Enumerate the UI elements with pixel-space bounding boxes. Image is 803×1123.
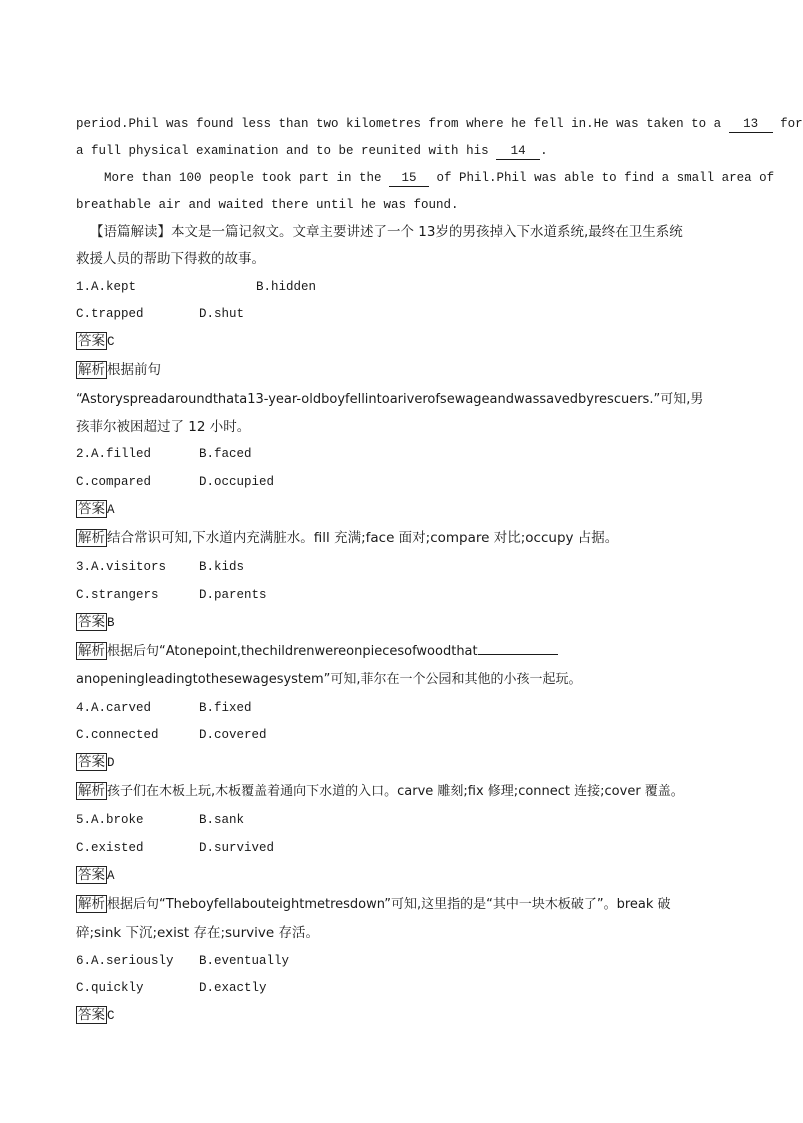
answer-value: D (107, 756, 115, 770)
question-5-options-ab (76, 811, 244, 829)
question-5-analysis-line-1 (76, 895, 671, 914)
question-4-options-ab (76, 699, 252, 717)
question-4-options-cd (76, 726, 267, 744)
option-a: 4.A.carved (76, 701, 152, 715)
question-4-answer (76, 753, 115, 772)
answer-blank (478, 642, 558, 655)
question-3-options-ab (76, 558, 244, 576)
question-6-options-ab (76, 952, 289, 970)
passage-text: of Phil.Phil was able to find a small area of (429, 171, 775, 185)
option-a: 5.A.broke (76, 813, 144, 827)
question-1-answer (76, 332, 115, 351)
question-1-analysis-line-3: 孩菲尔被困超过了 12 小时。 (76, 419, 251, 435)
option-c: C.existed (76, 841, 144, 855)
option-c: C.quickly (76, 981, 144, 995)
answer-label: 答案 (78, 867, 105, 883)
passage-line-4: breathable air and waited there until he was found. (76, 198, 459, 212)
question-5-answer (76, 866, 115, 885)
option-c: C.connected (76, 728, 159, 742)
option-d: D.parents (199, 588, 267, 602)
question-1-analysis-line-1 (76, 361, 161, 379)
passage-text: for (772, 117, 803, 131)
option-d: D.shut (199, 307, 245, 321)
question-4-analysis-line-1 (76, 782, 684, 801)
option-a: 6.A.seriously (76, 954, 174, 968)
passage-text: More than 100 people took part in the (104, 171, 390, 185)
passage-text: period.Phil was found less than two kilometres from where he fell in.He was taken to a (76, 117, 729, 131)
answer-value: A (107, 503, 115, 517)
question-6-answer (76, 1006, 115, 1025)
blank-15: 15 (389, 171, 429, 187)
option-c: C.trapped (76, 307, 144, 321)
question-2-options-ab (76, 445, 252, 463)
passage-line-3 (104, 169, 774, 187)
question-3-options-cd (76, 586, 267, 604)
answer-label: 答案 (78, 501, 105, 517)
analysis-label: 解析 (78, 643, 105, 659)
analysis-text: 根据后句“Atonepoint,thechildrenwereonpiecesofwoodthat (107, 644, 478, 659)
analysis-text: 孩子们在木板上玩,木板覆盖着通向下水道的入口。carve 雕刻;fix 修理;connect 连接;cover 覆盖。 (107, 784, 684, 799)
blank-13: 13 (729, 117, 773, 133)
passage-line-2 (76, 142, 548, 160)
answer-value: A (107, 869, 115, 883)
analysis-text: 根据后句“Theboyfellabouteightmetresdown”可知,这里指的是“其中一块木板破了”。break 破 (107, 897, 671, 912)
passage-text: . (540, 144, 548, 158)
option-b: B.hidden (256, 280, 317, 294)
option-a: 3.A.visitors (76, 560, 167, 574)
analysis-label: 解析 (78, 530, 105, 546)
option-a: 1.A.kept (76, 280, 137, 294)
answer-label: 答案 (78, 1007, 105, 1023)
question-1-options-cd (76, 305, 244, 323)
option-b: B.faced (199, 447, 252, 461)
option-c: C.strangers (76, 588, 159, 602)
answer-label: 答案 (78, 754, 105, 770)
question-5-analysis-line-2: 碎;sink 下沉;exist 存在;survive 存活。 (76, 925, 319, 941)
analysis-text: 结合常识可知,下水道内充满脏水。fill 充满;face 面对;compare 对比;occupy 占据。 (107, 530, 619, 546)
option-c: C.compared (76, 475, 152, 489)
blank-14: 14 (496, 144, 540, 160)
question-2-options-cd (76, 473, 274, 491)
analysis-label: 解析 (78, 896, 105, 912)
reading-interpretation-line-1: 【语篇解读】本文是一篇记叙文。文章主要讲述了一个 13岁的男孩掉入下水道系统,最终在卫生系统 (90, 224, 683, 240)
passage-text: a full physical examination and to be reunited with his (76, 144, 497, 158)
question-1-analysis-line-2: “Astoryspreadaroundthata13-year-oldboyfellintoariverofsewageandwassavedbyrescuers.”可知,男 (76, 392, 704, 407)
option-a: 2.A.filled (76, 447, 152, 461)
question-1-options-ab (76, 278, 316, 296)
option-b: B.kids (199, 560, 245, 574)
question-3-analysis-line-2: anopeningleadingtothesewagesystem”可知,菲尔在一个公园和其他的小孩一起玩。 (76, 672, 582, 687)
answer-label: 答案 (78, 614, 105, 630)
answer-value: B (107, 616, 115, 630)
option-d: D.occupied (199, 475, 275, 489)
answer-value: C (107, 1009, 115, 1023)
answer-label: 答案 (78, 333, 105, 349)
analysis-text: 根据前句 (107, 362, 161, 378)
option-d: D.survived (199, 841, 275, 855)
passage-line-1 (76, 115, 803, 133)
question-2-analysis-line-1 (76, 529, 618, 547)
reading-interpretation-line-2: 救援人员的帮助下得救的故事。 (76, 251, 265, 267)
question-3-analysis-line-1 (76, 642, 558, 661)
option-b: B.eventually (199, 954, 290, 968)
question-6-options-cd (76, 979, 267, 997)
option-d: D.exactly (199, 981, 267, 995)
option-d: D.covered (199, 728, 267, 742)
option-b: B.fixed (199, 701, 252, 715)
question-3-answer (76, 613, 115, 632)
analysis-label: 解析 (78, 362, 105, 378)
answer-value: C (107, 335, 115, 349)
analysis-label: 解析 (78, 783, 105, 799)
option-b: B.sank (199, 813, 245, 827)
question-5-options-cd (76, 839, 274, 857)
question-2-answer (76, 500, 115, 519)
